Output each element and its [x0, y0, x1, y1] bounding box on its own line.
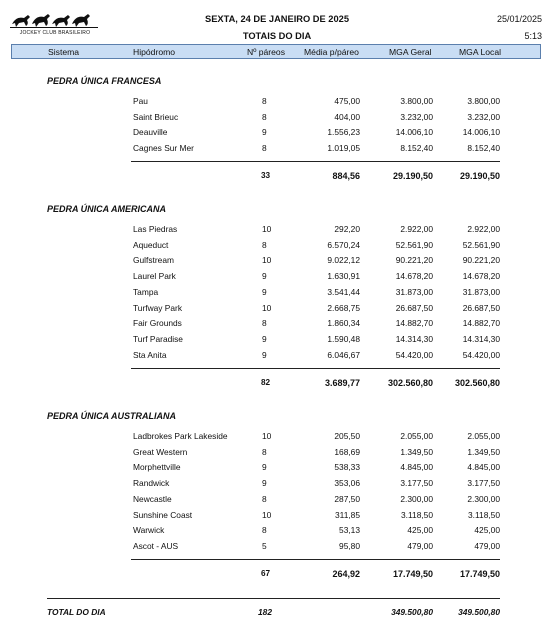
row-mga-geral: 14.678,20: [395, 271, 433, 281]
row-pareos: 9: [262, 271, 267, 281]
row-mga-local: 479,00: [474, 541, 500, 551]
row-mga-geral: 4.845,00: [400, 462, 433, 472]
row-pareos: 10: [262, 224, 272, 234]
row-media: 95,80: [339, 541, 360, 551]
row-mga-geral: 3.118,50: [401, 510, 433, 520]
row-mga-local: 54.420,00: [462, 350, 500, 360]
section-title: PEDRA ÚNICA AMERICANA: [47, 204, 166, 214]
row-mga-geral: 54.420,00: [395, 350, 433, 360]
row-pareos: 10: [262, 303, 272, 313]
row-mga-geral: 2.300,00: [400, 494, 433, 504]
row-mga-geral: 14.882,70: [395, 318, 433, 328]
row-mga-local: 3.118,50: [468, 510, 500, 520]
row-media: 1.590,48: [327, 334, 360, 344]
row-media: 1.019,05: [327, 143, 360, 153]
row-mga-geral: 1.349,50: [400, 447, 433, 457]
row-mga-local: 2.922,00: [467, 224, 500, 234]
section-total-mga-local: 302.560,80: [454, 378, 500, 388]
row-pareos: 9: [262, 350, 267, 360]
row-media: 6.046,67: [327, 350, 360, 360]
section-total-mga-local: 17.749,50: [459, 569, 500, 579]
grand-total-mga-local: 349.500,80: [458, 607, 500, 617]
row-mga-local: 52.561,90: [462, 240, 500, 250]
row-mga-local: 14.678,20: [462, 271, 500, 281]
row-hipodromo: Great Western: [133, 447, 188, 457]
grand-total-mga-geral: 349.500,80: [391, 607, 433, 617]
section-title: PEDRA ÚNICA AUSTRALIANA: [47, 411, 176, 421]
row-mga-local: 14.882,70: [462, 318, 500, 328]
row-pareos: 9: [262, 334, 267, 344]
row-media: 538,33: [334, 462, 360, 472]
row-media: 3.541,44: [327, 287, 360, 297]
row-hipodromo: Saint Brieuc: [133, 112, 179, 122]
col-media: Média p/páreo: [304, 47, 359, 57]
row-media: 9.022,12: [327, 255, 360, 265]
row-mga-geral: 3.177,50: [400, 478, 433, 488]
row-mga-geral: 14.314,30: [395, 334, 433, 344]
row-mga-geral: 90.221,20: [395, 255, 433, 265]
row-hipodromo: Randwick: [133, 478, 170, 488]
row-pareos: 8: [262, 525, 267, 535]
row-pareos: 8: [262, 112, 267, 122]
row-pareos: 8: [262, 240, 267, 250]
row-media: 292,20: [334, 224, 360, 234]
row-media: 1.630,91: [327, 271, 360, 281]
row-hipodromo: Cagnes Sur Mer: [133, 143, 194, 153]
row-hipodromo: Turfway Park: [133, 303, 183, 313]
row-hipodromo: Gulfstream: [133, 255, 174, 265]
row-mga-geral: 425,00: [407, 525, 433, 535]
row-mga-geral: 31.873,00: [395, 287, 433, 297]
row-hipodromo: Newcastle: [133, 494, 172, 504]
row-pareos: 9: [262, 462, 267, 472]
row-mga-local: 26.687,50: [462, 303, 500, 313]
row-mga-local: 3.232,00: [467, 112, 500, 122]
row-mga-local: 90.221,20: [462, 255, 500, 265]
row-media: 168,69: [334, 447, 360, 457]
grand-total-label: TOTAL DO DIA: [47, 607, 106, 617]
row-hipodromo: Turf Paradise: [133, 334, 183, 344]
row-media: 6.570,24: [327, 240, 360, 250]
row-hipodromo: Laurel Park: [133, 271, 176, 281]
row-mga-local: 1.349,50: [467, 447, 500, 457]
column-header-bar: [11, 44, 541, 59]
row-mga-geral: 14.006,10: [395, 127, 433, 137]
row-hipodromo: Sta Anita: [133, 350, 167, 360]
row-mga-local: 8.152,40: [467, 143, 500, 153]
row-media: 287,50: [334, 494, 360, 504]
section-total-mga-geral: 17.749,50: [392, 569, 433, 579]
row-pareos: 10: [262, 255, 272, 265]
row-hipodromo: Pau: [133, 96, 148, 106]
row-mga-geral: 3.232,00: [400, 112, 433, 122]
col-mga-local: MGA Local: [459, 47, 502, 57]
col-mga-geral: MGA Geral: [389, 47, 432, 57]
row-mga-local: 2.300,00: [467, 494, 500, 504]
row-pareos: 10: [262, 431, 272, 441]
row-media: 404,00: [334, 112, 360, 122]
row-pareos: 8: [262, 96, 267, 106]
section-total-divider: [131, 161, 500, 162]
row-pareos: 8: [262, 494, 267, 504]
row-mga-geral: 8.152,40: [400, 143, 433, 153]
row-hipodromo: Fair Grounds: [133, 318, 182, 328]
row-pareos: 9: [262, 287, 267, 297]
report-subtitle: TOTAIS DO DIA: [242, 31, 312, 41]
col-sistema: Sistema: [48, 47, 80, 57]
row-pareos: 8: [262, 318, 267, 328]
row-hipodromo: Las Piedras: [133, 224, 178, 234]
row-hipodromo: Aqueduct: [133, 240, 169, 250]
row-mga-geral: 479,00: [407, 541, 433, 551]
section-total-media: 884,56: [332, 171, 360, 181]
row-mga-geral: 3.800,00: [400, 96, 433, 106]
row-mga-local: 2.055,00: [467, 431, 500, 441]
row-mga-local: 3.177,50: [467, 478, 500, 488]
grand-total-divider: [47, 598, 500, 599]
print-time: 5:13: [524, 31, 542, 41]
row-media: 53,13: [339, 525, 360, 535]
row-pareos: 5: [262, 541, 267, 551]
section-title: PEDRA ÚNICA FRANCESA: [47, 76, 162, 86]
col-hipodromo: Hipódromo: [133, 47, 176, 57]
section-total-pareos: 67: [261, 569, 271, 578]
section-total-mga-geral: 29.190,50: [392, 171, 433, 181]
row-mga-local: 4.845,00: [467, 462, 500, 472]
row-hipodromo: Ascot - AUS: [133, 541, 179, 551]
section-total-media: 264,92: [332, 569, 360, 579]
row-mga-local: 31.873,00: [462, 287, 500, 297]
row-media: 2.668,75: [327, 303, 360, 313]
row-hipodromo: Tampa: [133, 287, 159, 297]
row-media: 1.860,34: [327, 318, 360, 328]
row-pareos: 9: [262, 127, 267, 137]
row-mga-local: 14.314,30: [462, 334, 500, 344]
row-media: 353,06: [334, 478, 360, 488]
row-mga-geral: 52.561,90: [395, 240, 433, 250]
row-media: 475,00: [334, 96, 360, 106]
row-pareos: 8: [262, 143, 267, 153]
row-pareos: 8: [262, 447, 267, 457]
row-hipodromo: Warwick: [133, 525, 165, 535]
print-date: 25/01/2025: [496, 14, 542, 24]
row-mga-local: 14.006,10: [462, 127, 500, 137]
section-total-mga-geral: 302.560,80: [387, 378, 433, 388]
row-mga-geral: 2.055,00: [400, 431, 433, 441]
row-mga-local: 425,00: [474, 525, 500, 535]
grand-total-pareos: 182: [258, 607, 272, 617]
col-pareos: Nº páreos: [247, 47, 286, 57]
row-hipodromo: Deauville: [133, 127, 168, 137]
row-media: 1.556,23: [327, 127, 360, 137]
section-total-mga-local: 29.190,50: [459, 171, 500, 181]
row-mga-local: 3.800,00: [467, 96, 500, 106]
row-mga-geral: 2.922,00: [400, 224, 433, 234]
row-hipodromo: Ladbrokes Park Lakeside: [133, 431, 228, 441]
section-total-divider: [131, 368, 500, 369]
section-total-pareos: 33: [261, 171, 271, 180]
row-pareos: 9: [262, 478, 267, 488]
row-media: 205,50: [334, 431, 360, 441]
section-total-pareos: 82: [261, 378, 271, 387]
row-pareos: 10: [262, 510, 272, 520]
report-date-title: SEXTA, 24 DE JANEIRO DE 2025: [205, 14, 349, 24]
row-hipodromo: Morphettville: [133, 462, 181, 472]
logo-caption: JOCKEY CLUB BRASILEIRO: [19, 30, 91, 36]
row-media: 311,85: [335, 510, 360, 520]
row-mga-geral: 26.687,50: [395, 303, 433, 313]
row-hipodromo: Sunshine Coast: [133, 510, 193, 520]
section-total-divider: [131, 559, 500, 560]
section-total-media: 3.689,77: [324, 378, 360, 388]
